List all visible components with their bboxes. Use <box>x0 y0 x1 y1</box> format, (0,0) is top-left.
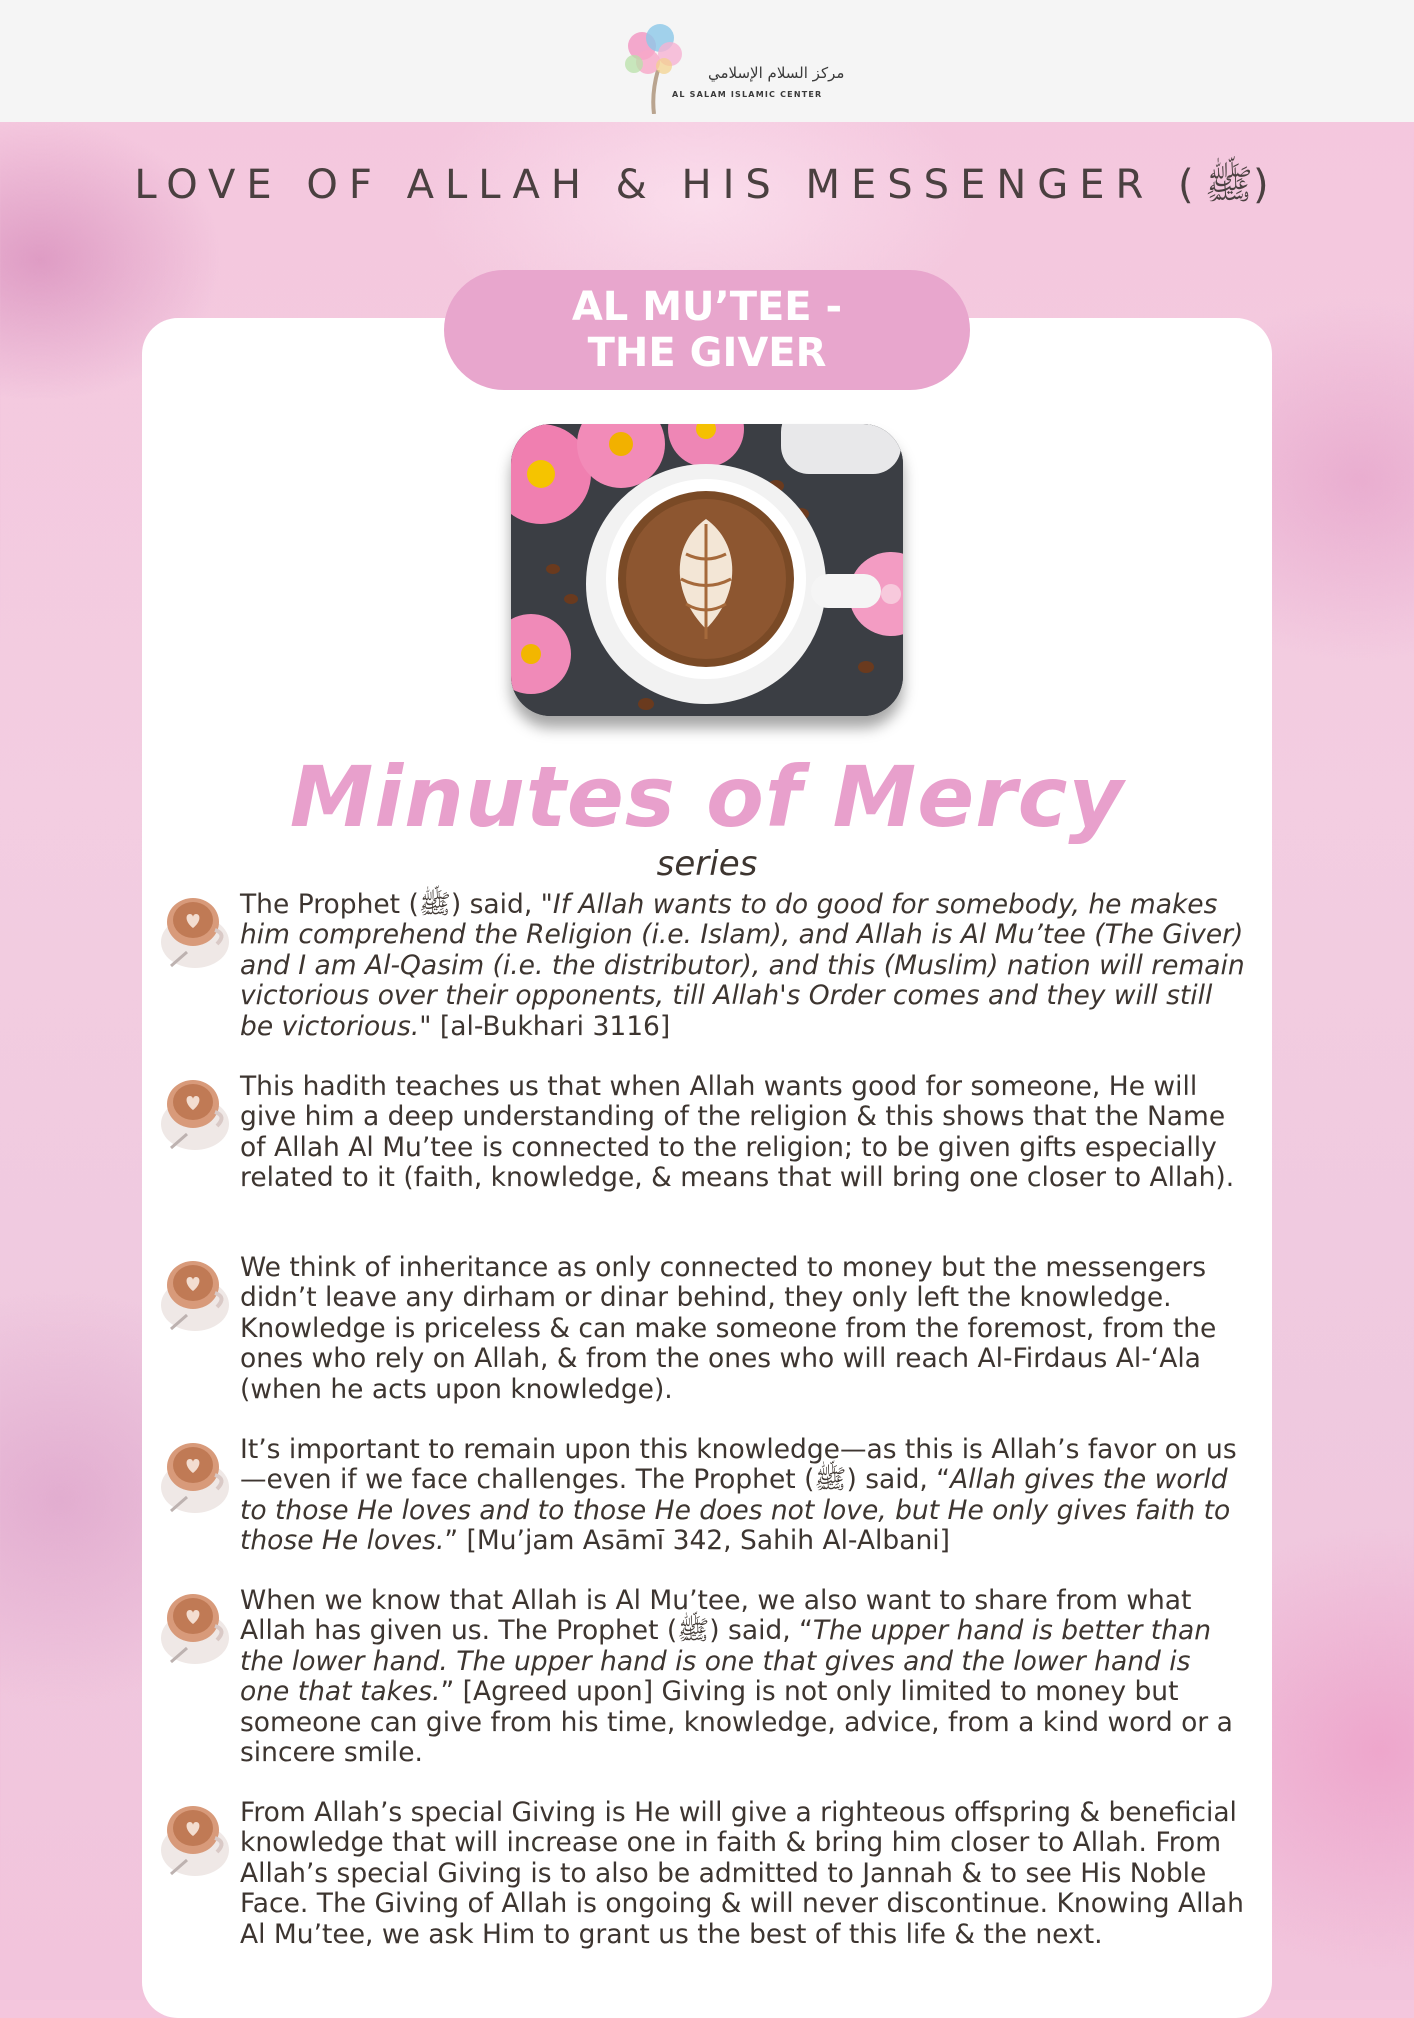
coffee-flowers-photo <box>511 424 903 716</box>
name-badge <box>444 270 970 390</box>
paragraph-1-intro: The Prophet (ﷺ) said, " <box>240 889 553 920</box>
tree-logo-icon <box>618 18 688 114</box>
logo-arabic-text: مركز السلام الإسلامي <box>708 64 845 82</box>
coffee-cup-icon <box>157 1435 235 1525</box>
paragraph-5 <box>240 1586 1246 1768</box>
paragraph-5-body: ” [Agreed upon] Giving is not only limited to money but someone can give from his time, knowledge, advice, from a kind word or a sincere smile. <box>240 1676 1233 1769</box>
badge-line-2: THE GIVER <box>587 330 827 376</box>
paragraph-1-quote: If Allah wants to do good for somebody, he makes him comprehend the Religion (i.e. Islam), and Allah is Al Mu’tee (The Giver) and I am Al-Qasim (i.e. the distributor), and this (Muslim) nation will remain victorious over their opponents, till Allah's Order comes and they will still be victorious. <box>240 889 1245 1042</box>
series-title: LOVE OF ALLAH & HIS MESSENGER (ﷺ) <box>134 162 1280 208</box>
paragraph-2: This hadith teaches us that when Allah wants good for someone, He will give him a deep understanding of the religion & this shows that the Name of Allah Al Mu’tee is connected to the religion; to be given gifts especially related to it (faith, knowledge, & means that will bring one closer to Allah). <box>240 1071 1235 1194</box>
coffee-cup-icon <box>157 1072 235 1162</box>
paragraph-4-citation: ” [Mu’jam Asāmī 342, Sahih Al-Albani] <box>444 1525 950 1557</box>
paragraph-1-citation: " [al-Bukhari 3116] <box>419 1010 671 1042</box>
paragraph-5-quote: The upper hand is better than the lower hand. The upper hand is one that gives and the lower hand is one that takes. <box>240 1615 1212 1708</box>
paragraph-4-quote: Allah gives the world to those He loves and to those He does not love, but He only gives faith to those He loves. <box>240 1464 1231 1557</box>
paragraph-4 <box>240 1435 1246 1557</box>
paragraph-3: We think of inheritance as only connected to money but the messengers didn’t leave any dirham or dinar behind, they only left the knowledge. Knowledge is priceless & can make someone from the foremost, from the ones who rely on Allah, & from the ones who will reach Al-Firdaus Al-‘Ala (when he acts upon knowledge). <box>240 1252 1217 1405</box>
coffee-cup-illustration <box>511 424 903 716</box>
coffee-cup-icon <box>157 1586 235 1676</box>
paragraph-4-intro: It’s important to remain upon this knowledge—as this is Allah’s favor on us—even if we face challenges. The Prophet (ﷺ) said, “ <box>240 1434 1237 1496</box>
al-salam-logo <box>618 18 845 114</box>
paragraph-6: From Allah’s special Giving is He will give a righteous offspring & beneficial knowledge that will increase one in faith & bring him closer to Allah. From Allah’s special Giving is to also be admitted to Jannah & to see His Noble Face. The Giving of Allah is ongoing & will never discontinue. Knowing Allah Al Mu’tee, we ask Him to grant us the best of this life & the next. <box>240 1797 1244 1950</box>
coffee-cup-icon <box>157 1798 235 1888</box>
paragraph-5-intro: When we know that Allah is Al Mu’tee, we also want to share from what Allah has given us. The Prophet (ﷺ) said, “ <box>240 1585 1192 1647</box>
logo-english-text: AL SALAM ISLAMIC CENTER <box>672 90 823 99</box>
paragraph-1 <box>240 890 1246 1042</box>
coffee-cup-icon <box>157 1253 235 1343</box>
badge-line-1: AL MU’TEE - <box>571 284 843 330</box>
page-subheading: series <box>656 844 758 884</box>
page-heading: Minutes of Mercy <box>289 748 1125 846</box>
header-bar <box>0 0 1414 122</box>
coffee-cup-icon <box>157 890 235 980</box>
